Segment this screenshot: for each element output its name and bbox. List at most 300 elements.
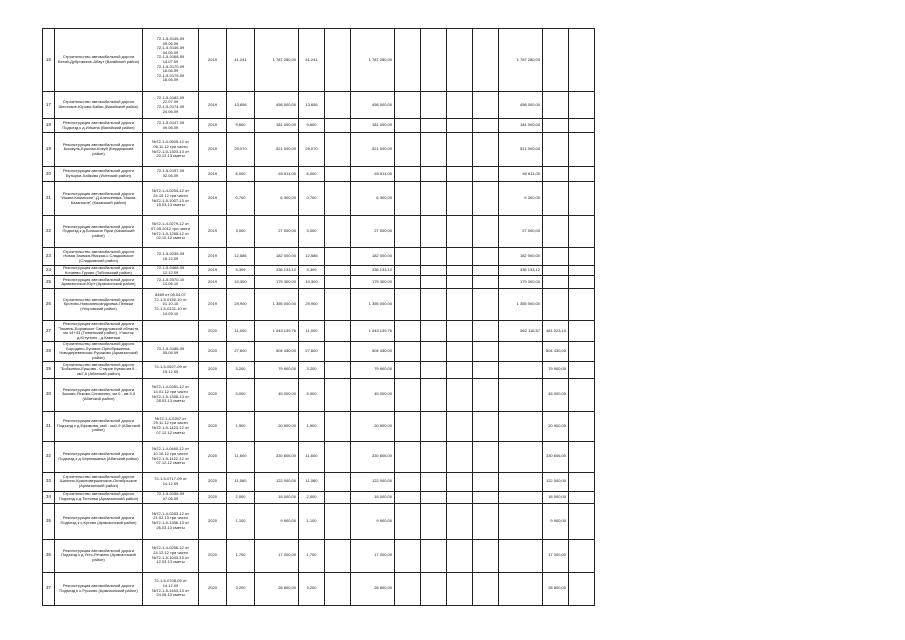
cell-v5 — [447, 321, 473, 342]
cell-v7 — [499, 503, 543, 539]
cell-len2: 27,600 — [299, 342, 325, 361]
cell-len2: 11,060 — [299, 472, 325, 491]
cell-year: 2019 — [199, 133, 227, 167]
cell-len2: 3,200 — [299, 572, 325, 605]
cell-v8: 481 023,19 — [543, 321, 569, 342]
cell-v1 — [325, 321, 351, 342]
cell-v2: 79 900,00 — [351, 361, 395, 378]
cell-len: 3,000 — [227, 216, 255, 248]
cell-len2: 1,900 — [299, 411, 325, 441]
cell-v7 — [499, 361, 543, 378]
cell-name: Реконструкция автомобильной дороги Кочиево-Гурово (Тобольский район) — [55, 266, 143, 276]
doc-line: 14.12.09 — [162, 582, 179, 588]
cell-v9 — [569, 29, 595, 92]
cell-v2: 9 900,00 — [351, 503, 395, 539]
cell-doc — [143, 248, 199, 266]
cell-v3 — [395, 266, 421, 276]
cell-doc — [143, 276, 199, 289]
cell-len: 3,200 — [227, 361, 255, 378]
cell-v5 — [447, 411, 473, 441]
cell-cost: 28 800,00 — [255, 572, 299, 605]
cell-v8 — [543, 289, 569, 321]
table-row — [43, 539, 595, 572]
cell-v3 — [395, 182, 421, 216]
cell-no: 26 — [43, 289, 55, 321]
cell-v3 — [395, 276, 421, 289]
cell-name: Реконструкция автомобильной дороги Армизонское-Юрт (Армизонский район) — [55, 276, 143, 289]
cell-cost: 1 043 139,76 — [255, 321, 299, 342]
cell-no: 18 — [43, 119, 55, 133]
cell-v7 — [499, 539, 543, 572]
cell-v5 — [447, 167, 473, 182]
cell-v3 — [395, 342, 421, 361]
cell-len2: 9,600 — [299, 119, 325, 133]
doc-line: 16.12.09 — [162, 255, 179, 261]
cell-v4 — [421, 491, 447, 503]
cell-v9 — [569, 539, 595, 572]
table-row — [43, 411, 595, 441]
cell-v1 — [325, 133, 351, 167]
cell-name: Реконструкция автомобильной дороги Подъезд к с.Кутово (Армизонский район) — [55, 503, 143, 539]
doc-line: 72-1-5-0188-09 — [156, 345, 185, 351]
doc-line: 72-1-5-0182-09 — [156, 94, 185, 100]
doc-line: 72-1-5-0147-09 — [156, 119, 185, 125]
cell-len: 13,656 — [227, 92, 255, 119]
cell-cost: 521 000,00 — [255, 133, 299, 167]
cell-v5 — [447, 491, 473, 503]
cell-v5 — [447, 133, 473, 167]
cell-len: 9,309 — [227, 266, 255, 276]
doc-line: №72-1-5-1285-12 от — [152, 230, 189, 236]
cell-no: 20 — [43, 167, 55, 182]
cell-v3 — [395, 216, 421, 248]
cell-v1 — [325, 491, 351, 503]
doc-line: 72-1-5-0157-09 — [156, 168, 185, 174]
doc-line: 09.06.09 — [162, 40, 179, 46]
cell-v3 — [395, 248, 421, 266]
table-row — [43, 342, 595, 361]
cell-cost: 182 000,00 — [255, 248, 299, 266]
cell-year: 2020 — [199, 572, 227, 605]
cell-len2: 41,241 — [299, 29, 325, 92]
cell-v5 — [447, 119, 473, 133]
cell-v2: 45 000,00 — [351, 378, 395, 411]
cell-len: 9,600 — [227, 119, 255, 133]
cell-v9 — [569, 321, 595, 342]
cell-v5 — [447, 503, 473, 539]
cell-doc — [143, 411, 199, 441]
cell-v7: 1 787 280,00 — [499, 29, 543, 92]
cell-len2: 2,000 — [299, 491, 325, 503]
cell-len: 27,600 — [227, 342, 255, 361]
cell-v2: 122 000,00 — [351, 472, 395, 491]
cell-len2: 5,000 — [299, 378, 325, 411]
cell-v6 — [473, 411, 499, 441]
doc-line: №72-1-5-1007-13 от — [152, 197, 189, 203]
cell-v4 — [421, 378, 447, 411]
cell-v3 — [395, 133, 421, 167]
cell-v2: 18 000,00 — [351, 491, 395, 503]
cell-v4 — [421, 216, 447, 248]
cell-v5 — [447, 572, 473, 605]
cell-no: 33 — [43, 472, 55, 491]
cell-doc — [143, 216, 199, 248]
doc-line: №72-1-5-1356-13 от — [152, 520, 189, 526]
cell-v5 — [447, 29, 473, 92]
cell-v6 — [473, 276, 499, 289]
document-page — [42, 28, 595, 606]
cell-v6 — [473, 29, 499, 92]
cell-v4 — [421, 441, 447, 472]
doc-line: 72-1-5-0150-10 от — [154, 296, 187, 302]
cell-v2: 60 611,00 — [351, 167, 395, 182]
cell-v2: 330 606,00 — [351, 441, 395, 472]
cell-v5 — [447, 441, 473, 472]
cell-len: 29,070 — [227, 133, 255, 167]
doc-line: 20.12.13 сметы — [156, 153, 185, 159]
cell-v6 — [473, 361, 499, 378]
doc-line: 22.07.09 — [162, 99, 179, 105]
doc-line: 07.12.12 сметы — [156, 429, 185, 435]
cell-v6 — [473, 539, 499, 572]
cell-v6 — [473, 133, 499, 167]
doc-line: 24.10.12 три части — [153, 192, 188, 198]
cell-doc — [143, 539, 199, 572]
cell-doc — [143, 441, 199, 472]
cell-name: Строительство автомобильной дороги Бетяй-Дубровское-Абаут (Вагайский район) — [55, 29, 143, 92]
cell-v4 — [421, 572, 447, 605]
cell-len: 11,600 — [227, 441, 255, 472]
cell-cost: 1 787 280,00 — [255, 29, 299, 92]
cell-name: Реконструкция автомобильной дороги Зыково-Ясково-Синюхино, км 0 - км 5,0 (Абатский район) — [55, 378, 143, 411]
cell-v7 — [499, 378, 543, 411]
cell-cost: 18 000,00 — [255, 491, 299, 503]
cell-v2: 182 000,00 — [351, 248, 395, 266]
cell-len2: 9,309 — [299, 266, 325, 276]
cell-v7: 458 000,00 — [499, 92, 543, 119]
cell-no: 34 — [43, 491, 55, 503]
cell-name: Строительство автомобильной дороги Новая Заимка-Ямская-с.Сладковское (Сладковский район) — [55, 248, 143, 266]
doc-line: №72-1-5-1422-12 от — [152, 455, 189, 461]
doc-line: 24.06.13 сметы — [156, 592, 185, 598]
cell-name: Реконструкция автомобильной дороги Подъезд к с.Русково (Армизонский район) — [55, 572, 143, 605]
cell-len: 29,900 — [227, 289, 255, 321]
cell-v1 — [325, 441, 351, 472]
doc-line: №72-1-5-1423-12 от — [152, 425, 189, 431]
cell-len2: 3,000 — [299, 216, 325, 248]
cell-year: 2020 — [199, 342, 227, 361]
cell-name: Реконструкция автомобильной дороги Подъезд к д.Ефимова, км0 - км1,9 (Абатский район) — [55, 411, 143, 441]
cell-v1 — [325, 276, 351, 289]
cell-v3 — [395, 321, 421, 342]
cell-v8: 504 430,00 — [543, 342, 569, 361]
cell-doc — [143, 572, 199, 605]
cell-doc — [143, 342, 199, 361]
cell-doc — [143, 167, 199, 182]
cell-v6 — [473, 216, 499, 248]
doc-line: 21.02.13 три части — [153, 515, 188, 521]
cell-len: 1,900 — [227, 411, 255, 441]
cell-cost: 336 133,12 — [255, 266, 299, 276]
cell-v5 — [447, 182, 473, 216]
cell-v6 — [473, 266, 499, 276]
cell-v2: 504 430,00 — [351, 342, 395, 361]
cell-v1 — [325, 248, 351, 266]
cell-name: Строительство автомобильной дороги Кротово-Новоалександровка-Пеняжи (Упоровский район) — [55, 289, 143, 321]
cell-v9 — [569, 266, 595, 276]
doc-line: 14.07.09 — [162, 59, 179, 64]
cell-v3 — [395, 572, 421, 605]
cell-v9 — [569, 248, 595, 266]
cell-v2: 27 000,00 — [351, 216, 395, 248]
cell-v9 — [569, 289, 595, 321]
cell-name: Реконструкция автомобильной дороги Подъезд к д.Большие Ярки (Казанский район) — [55, 216, 143, 248]
doc-line: 15.12.05 — [162, 368, 179, 374]
cell-len: 12,586 — [227, 248, 255, 266]
cell-v8 — [543, 119, 569, 133]
cell-doc — [143, 266, 199, 276]
cell-v1 — [325, 539, 351, 572]
cell-v9 — [569, 503, 595, 539]
cell-v8: 45 000,00 — [543, 378, 569, 411]
table-row — [43, 133, 595, 167]
cell-v8: 9 900,00 — [543, 503, 569, 539]
cell-no: 22 — [43, 216, 55, 248]
doc-line: 72-1-5-0235-09 — [156, 250, 185, 256]
cell-v8 — [543, 266, 569, 276]
cell-v7: 179 300,00 — [499, 276, 543, 289]
cell-v9 — [569, 167, 595, 182]
cell-v6 — [473, 441, 499, 472]
cell-no: 21 — [43, 182, 55, 216]
doc-line: 28.03.13 сметы — [156, 398, 185, 404]
cell-v9 — [569, 361, 595, 378]
cell-year: 2020 — [199, 539, 227, 572]
cell-v7: 60 611,00 — [499, 167, 543, 182]
cell-v3 — [395, 361, 421, 378]
cell-no: 27 — [43, 321, 55, 342]
cell-no: 35 — [43, 503, 55, 539]
cell-len: 2,000 — [227, 491, 255, 503]
cell-len: 0,700 — [227, 182, 255, 216]
cell-v7: 521 000,00 — [499, 133, 543, 167]
cell-v4 — [421, 182, 447, 216]
cell-cost: 79 900,00 — [255, 361, 299, 378]
cell-name: Строительство автомобильной дороги Подъезд к д.Тютчева (Армизонский район) — [55, 491, 143, 503]
cell-v7 — [499, 472, 543, 491]
cell-no: 23 — [43, 248, 55, 266]
cell-v8: 122 000,00 — [543, 472, 569, 491]
cell-v8 — [543, 133, 569, 167]
doc-line: №72-1-4-0256-12 от — [152, 545, 189, 551]
cell-v5 — [447, 539, 473, 572]
cell-v2: 179 300,00 — [351, 276, 395, 289]
cell-v5 — [447, 361, 473, 378]
cell-v4 — [421, 133, 447, 167]
doc-line: 12.12.09 — [162, 269, 179, 275]
cell-v9 — [569, 411, 595, 441]
cell-year: 2020 — [199, 472, 227, 491]
doc-line: 72-1-5-0145-09 — [156, 36, 185, 42]
cell-year: 2019 — [199, 266, 227, 276]
cell-v5 — [447, 472, 473, 491]
cell-len2: 29,900 — [299, 289, 325, 321]
cell-len2: 12,586 — [299, 248, 325, 266]
cell-name: Строительство автомобильной дороги Шалино-Красновершинское-Октябрьское (Армизонский район) — [55, 472, 143, 491]
table-row — [43, 289, 595, 321]
cell-v7 — [499, 411, 543, 441]
cell-year: 2019 — [199, 289, 227, 321]
cell-no: 17 — [43, 92, 55, 119]
cell-v3 — [395, 92, 421, 119]
cell-v3 — [395, 378, 421, 411]
cell-name: Реконструкция автомобильной дороги Подъезд к д.Ильина (Вагайский район) — [55, 119, 143, 133]
cell-no: 24 — [43, 266, 55, 276]
cell-year: 2019 — [199, 248, 227, 266]
doc-line: №72-1-4-0505-12 от — [152, 139, 189, 145]
cell-v2: 336 133,12 — [351, 266, 395, 276]
cell-v2: 6 300,00 — [351, 182, 395, 216]
cell-v3 — [395, 503, 421, 539]
doc-line: 04.06.09 — [162, 49, 179, 55]
cell-no: 30 — [43, 378, 55, 411]
doc-line: №72-1-4-0279-12 от — [152, 221, 189, 227]
doc-line: 72-1-5-0156-09 — [156, 491, 185, 497]
cell-v1 — [325, 378, 351, 411]
road-projects-table — [42, 28, 595, 606]
cell-v5 — [447, 216, 473, 248]
cell-name: Реконструкция автомобильной дороги Подъезд к д.Усть-Речкино (Армизонский район) — [55, 539, 143, 572]
cell-v7: 182 000,00 — [499, 248, 543, 266]
cell-v6 — [473, 289, 499, 321]
doc-line: 15.03.13 сметы — [156, 202, 185, 208]
cell-v9 — [569, 276, 595, 289]
cell-year: 2020 — [199, 361, 227, 378]
cell-v4 — [421, 539, 447, 572]
table-row — [43, 503, 595, 539]
cell-v9 — [569, 182, 595, 216]
cell-len: 3,200 — [227, 572, 255, 605]
cell-name: Строительство автомобильной дороги Шестовое-Юрово-Байки (Вагайский район) — [55, 92, 143, 119]
doc-line: 72-1-5-0527-09 от — [154, 363, 187, 369]
cell-v3 — [395, 441, 421, 472]
cell-len: 5,000 — [227, 378, 255, 411]
cell-v7: 181 000,00 — [499, 119, 543, 133]
cell-doc — [143, 29, 199, 92]
cell-v1 — [325, 266, 351, 276]
doc-line: №72-1-5-1043-13 от — [152, 554, 189, 560]
cell-len2: 6,000 — [299, 167, 325, 182]
cell-v6 — [473, 503, 499, 539]
cell-year: 2019 — [199, 182, 227, 216]
cell-v6 — [473, 182, 499, 216]
cell-doc — [143, 321, 199, 342]
table-row — [43, 378, 595, 411]
cell-no: 32 — [43, 441, 55, 472]
cell-v6 — [473, 572, 499, 605]
doc-line: 01.10.10 — [162, 301, 179, 307]
cell-cost: 330 606,00 — [255, 441, 299, 472]
cell-doc — [143, 119, 199, 133]
table-row — [43, 491, 595, 503]
cell-v7: 336 133,12 — [499, 266, 543, 276]
cell-len2: 1,700 — [299, 539, 325, 572]
cell-v9 — [569, 378, 595, 411]
doc-line: №72-1-5-1303-13 от — [152, 148, 189, 154]
cell-year: 2020 — [199, 321, 227, 342]
cell-year: 2020 — [199, 491, 227, 503]
cell-v6 — [473, 491, 499, 503]
doc-line: №72-1-4-0254-12 от — [152, 188, 189, 194]
cell-v3 — [395, 411, 421, 441]
cell-no: 29 — [43, 361, 55, 378]
cell-year: 2020 — [199, 503, 227, 539]
cell-cost: 9 900,00 — [255, 503, 299, 539]
doc-line: 06.11.12 три части — [153, 143, 188, 149]
doc-line: 09.06.09 — [162, 124, 179, 130]
doc-line: 72-1-5-0168-09 — [156, 54, 185, 60]
cell-no: 37 — [43, 572, 55, 605]
cell-v8: 330 606,00 — [543, 441, 569, 472]
table-row — [43, 248, 595, 266]
cell-v9 — [569, 216, 595, 248]
cell-doc — [143, 472, 199, 491]
cell-cost: 122 000,00 — [255, 472, 299, 491]
cell-cost: 17 000,00 — [255, 539, 299, 572]
cell-year: 2020 — [199, 378, 227, 411]
table-row — [43, 182, 595, 216]
cell-no: 36 — [43, 539, 55, 572]
cell-year: 2020 — [199, 441, 227, 472]
cell-v6 — [473, 167, 499, 182]
doc-line: 72-1-5-0708-09 от — [154, 578, 187, 584]
cell-cost: 504 430,00 — [255, 342, 299, 361]
doc-line: 14.12.09 — [162, 480, 179, 486]
cell-v7 — [499, 441, 543, 472]
cell-doc — [143, 289, 199, 321]
doc-line: 26.03.13 сметы — [156, 524, 185, 530]
cell-v1 — [325, 411, 351, 441]
cell-cost: 1 355 000,00 — [255, 289, 299, 321]
cell-v6 — [473, 321, 499, 342]
cell-v8 — [543, 182, 569, 216]
table-row — [43, 167, 595, 182]
doc-line: 72-1-5-0175-09 — [156, 72, 185, 78]
cell-v1 — [325, 182, 351, 216]
cell-v3 — [395, 119, 421, 133]
cell-v8 — [543, 29, 569, 92]
cell-name: Реконструкция автомобильной дороги "Ишим-Казанское"-Д.Алексеевка-"Ишим-Казанское" (Казанский район) — [55, 182, 143, 216]
cell-len2: 1,100 — [299, 503, 325, 539]
cell-v1 — [325, 216, 351, 248]
cell-v1 — [325, 472, 351, 491]
cell-no: 28 — [43, 342, 55, 361]
cell-v8 — [543, 167, 569, 182]
cell-v4 — [421, 92, 447, 119]
cell-v3 — [395, 491, 421, 503]
table-row — [43, 216, 595, 248]
cell-v7: 6 300,00 — [499, 182, 543, 216]
cell-v4 — [421, 472, 447, 491]
cell-v5 — [447, 342, 473, 361]
cell-v8: 79 900,00 — [543, 361, 569, 378]
cell-cost: 20 900,00 — [255, 411, 299, 441]
cell-v3 — [395, 29, 421, 92]
cell-v4 — [421, 167, 447, 182]
cell-v4 — [421, 411, 447, 441]
cell-v7 — [499, 491, 543, 503]
cell-name: Реконструкция автомобильной дороги Бишкуль-Ершово-Кокуй (Бердюжский район) — [55, 133, 143, 167]
